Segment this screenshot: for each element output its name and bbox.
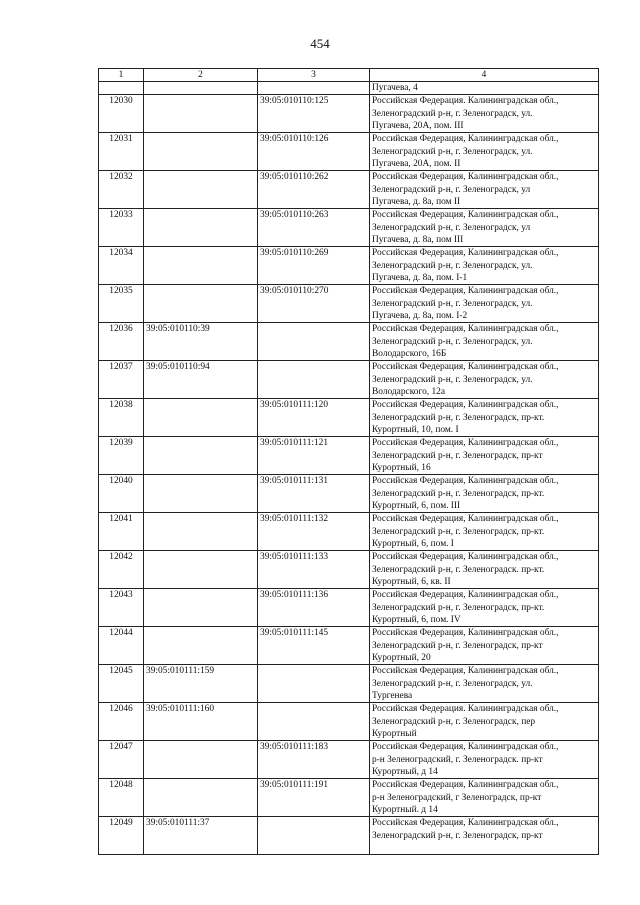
table-row (99, 665, 599, 703)
column-number-4: 4 (370, 69, 599, 82)
address-line: Зеленоградский р-н, г. Зеленоградск, пр-кт (372, 830, 543, 841)
address-line: Пугачева, д. 8а, пом III (372, 234, 464, 245)
address-cell (370, 703, 599, 741)
carryover-cell-3 (258, 82, 370, 95)
table-row (99, 361, 599, 399)
row-number: 12041 (99, 513, 144, 551)
address-cell (370, 779, 599, 817)
row-number: 12045 (99, 665, 144, 703)
address-cell (370, 665, 599, 703)
column-number-2: 2 (144, 69, 258, 82)
table-row (99, 171, 599, 209)
row-number: 12034 (99, 247, 144, 285)
address-cell (370, 171, 599, 209)
address-cell (370, 285, 599, 323)
row-number: 12035 (99, 285, 144, 323)
address-cell (370, 323, 599, 361)
table-row (99, 741, 599, 779)
column-number-3: 3 (258, 69, 370, 82)
table-row (99, 551, 599, 589)
cadastral-number-col3: 39:05:010110:126 (258, 133, 370, 171)
cadastral-number-col3 (258, 703, 370, 741)
address-line: Тургенева (372, 690, 413, 701)
cadastral-number-col2 (144, 209, 258, 247)
address-line: Российская Федерация, Калининградская обл., (372, 476, 559, 487)
address-line: Зеленоградский р-н, г. Зеленоградск, пр-кт. (372, 488, 545, 499)
address-line: Зеленоградский р-н, г. Зеленоградск, ул. (372, 146, 533, 157)
table-row (99, 133, 599, 171)
address-line: Зеленоградский р-н, г. Зеленоградск, пр-кт (372, 450, 543, 461)
cadastral-number-col2: 39:05:010110:39 (144, 323, 258, 361)
address-line: Российская Федерация, Калининградская обл., (372, 438, 559, 449)
address-line: Российская Федерация. Калининградская обл., (372, 704, 559, 715)
row-number: 12046 (99, 703, 144, 741)
address-cell (370, 95, 599, 133)
address-line: Российская Федерация, Калининградская обл., (372, 172, 559, 183)
row-number: 12036 (99, 323, 144, 361)
address-line: Зеленоградский р-н, г. Зеленоградск, пр-кт (372, 640, 543, 651)
address-line: Курортный, 10, пом. I (372, 424, 459, 435)
address-line: Пугачева, д. 8а, пом. I-1 (372, 272, 468, 283)
row-number: 12047 (99, 741, 144, 779)
table-row (99, 817, 599, 855)
address-line: Российская Федерация, Калининградская обл., (372, 552, 559, 563)
cadastral-number-col2 (144, 589, 258, 627)
row-number: 12033 (99, 209, 144, 247)
page-number: 454 (310, 36, 330, 51)
table-row (99, 513, 599, 551)
address-line: Российская Федерация, Калининградская обл., (372, 780, 559, 791)
address-line: Курортный, 16 (372, 462, 431, 473)
address-line: Зеленоградский р-н, г. Зеленоградск, ул. (372, 678, 533, 689)
cadastral-number-col3: 39:05:010111:191 (258, 779, 370, 817)
address-line: Курортный, д 14 (372, 766, 438, 777)
cadastral-number-col2 (144, 133, 258, 171)
cadastral-number-col2 (144, 551, 258, 589)
cadastral-number-col2 (144, 741, 258, 779)
address-line: Российская Федерация, Калининградская обл., (372, 286, 559, 297)
address-line: Пугачева, 4 (372, 83, 418, 93)
table-row (99, 475, 599, 513)
address-line: Зеленоградский р-н, г. Зеленоградск, ул. (372, 260, 533, 271)
cadastral-number-col2 (144, 285, 258, 323)
cadastral-number-col2: 39:05:010111:159 (144, 665, 258, 703)
property-register-table (98, 68, 599, 855)
cadastral-number-col3: 39:05:010111:183 (258, 741, 370, 779)
address-line: Пугачева, д. 8а, пом II (372, 196, 461, 207)
address-cell (370, 475, 599, 513)
address-line: Российская Федерация, Калининградская обл., (372, 742, 559, 753)
address-cell (370, 513, 599, 551)
row-number: 12044 (99, 627, 144, 665)
cadastral-number-col3: 39:05:010110:270 (258, 285, 370, 323)
cadastral-number-col2 (144, 513, 258, 551)
address-line: Российская Федерация, Калининградская обл., (372, 818, 559, 829)
address-line: Зеленоградский р-н, г. Зеленоградск. пр-кт. (372, 564, 545, 575)
cadastral-number-col3: 39:05:010111:145 (258, 627, 370, 665)
row-number: 12040 (99, 475, 144, 513)
cadastral-number-col2: 39:05:010110:94 (144, 361, 258, 399)
carryover-address (370, 82, 599, 95)
address-line: р-н Зеленоградский, г. Зеленоградск. пр-кт (372, 754, 543, 765)
cadastral-number-col3: 39:05:010110:269 (258, 247, 370, 285)
cadastral-number-col2 (144, 171, 258, 209)
address-line: Пугачева, 20А, пом. II (372, 158, 461, 169)
address-line: Российская Федерация, Калининградская обл., (372, 362, 559, 373)
table-row (99, 779, 599, 817)
address-line: Зеленоградский р-н, г. Зеленоградск, ул. (372, 336, 533, 347)
address-line: Курортный, 20 (372, 652, 431, 663)
column-number-1: 1 (99, 69, 144, 82)
row-number: 12049 (99, 817, 144, 855)
address-cell (370, 627, 599, 665)
address-line: Российская Федерация, Калининградская обл., (372, 590, 559, 601)
address-line: Российская Федерация, Калининградская обл., (372, 210, 559, 221)
cadastral-number-col2: 39:05:010111:37 (144, 817, 258, 855)
cadastral-number-col3: 39:05:010111:121 (258, 437, 370, 475)
address-line: Зеленоградский р-н, г. Зеленоградск, ул. (372, 298, 533, 309)
address-line: р-н Зеленоградский, г Зеленоградск, пр-кт (372, 792, 542, 803)
table-row (99, 247, 599, 285)
cadastral-number-col3 (258, 817, 370, 855)
row-number: 12030 (99, 95, 144, 133)
table-row (99, 703, 599, 741)
table-row (99, 437, 599, 475)
address-line: Зеленоградский р-н, г. Зеленоградск, ул. (372, 108, 533, 119)
cadastral-number-col2 (144, 437, 258, 475)
address-line: Российская Федерация, Калининградская обл., (372, 134, 559, 145)
address-line: Российская Федерация. Калининградская обл., (372, 96, 559, 107)
table-row (99, 323, 599, 361)
cadastral-number-col2: 39:05:010111:160 (144, 703, 258, 741)
address-cell (370, 741, 599, 779)
table-row (99, 589, 599, 627)
table-row (99, 285, 599, 323)
address-cell (370, 133, 599, 171)
address-cell (370, 589, 599, 627)
address-line: Володарского, 12а (372, 386, 445, 397)
table-row (99, 95, 599, 133)
row-number: 12048 (99, 779, 144, 817)
row-number: 12042 (99, 551, 144, 589)
address-cell (370, 247, 599, 285)
carryover-row (99, 82, 599, 95)
address-line: Курортный, 6, кв. II (372, 576, 451, 587)
address-line: Российская Федерация, Калининградская обл., (372, 514, 559, 525)
address-cell (370, 437, 599, 475)
table-row (99, 399, 599, 437)
cadastral-number-col3: 39:05:010111:120 (258, 399, 370, 437)
cadastral-number-col2 (144, 247, 258, 285)
cadastral-number-col3: 39:05:010111:131 (258, 475, 370, 513)
cadastral-number-col2 (144, 627, 258, 665)
cadastral-number-col3 (258, 323, 370, 361)
column-number-row (99, 69, 599, 82)
address-cell (370, 551, 599, 589)
address-line: Зеленоградский р-н, г. Зеленоградск, пр-кт. (372, 602, 545, 613)
address-cell (370, 399, 599, 437)
cadastral-number-col2 (144, 95, 258, 133)
cadastral-number-col3: 39:05:010110:125 (258, 95, 370, 133)
address-line: Зеленоградский р-н, г. Зеленоградск, ул (372, 222, 531, 233)
cadastral-number-col3: 39:05:010110:262 (258, 171, 370, 209)
address-line: Пугачева, д. 8а, пом. I-2 (372, 310, 468, 321)
table-row (99, 627, 599, 665)
address-line: Российская Федерация, Калининградская обл., (372, 324, 559, 335)
address-line: Курортный, 6, пом. III (372, 500, 461, 511)
address-line: Зеленоградский р-н, г. Зеленоградск, ул. (372, 374, 533, 385)
address-line: Зеленоградский р-н, г. Зеленоградск, пр-кт. (372, 412, 545, 423)
row-number: 12038 (99, 399, 144, 437)
cadastral-number-col3 (258, 361, 370, 399)
address-line: Курортный, 6, пом. I (372, 538, 454, 549)
carryover-cell-1 (99, 82, 144, 95)
address-line: Курортный (372, 728, 417, 739)
address-line: Российская Федерация, Калининградская обл., (372, 248, 559, 259)
address-line: Володарского, 16Б (372, 348, 447, 359)
cadastral-number-col2 (144, 475, 258, 513)
address-line: Зеленоградский р-н, г. Зеленоградск, пр-кт. (372, 526, 545, 537)
address-cell (370, 209, 599, 247)
cadastral-number-col3: 39:05:010111:136 (258, 589, 370, 627)
address-cell (370, 817, 599, 855)
cadastral-number-col2 (144, 779, 258, 817)
cadastral-number-col3 (258, 665, 370, 703)
row-number: 12043 (99, 589, 144, 627)
row-number: 12032 (99, 171, 144, 209)
row-number: 12031 (99, 133, 144, 171)
carryover-cell-2 (144, 82, 258, 95)
row-number: 12039 (99, 437, 144, 475)
address-line: Курортный. д 14 (372, 804, 438, 815)
cadastral-number-col3: 39:05:010111:133 (258, 551, 370, 589)
address-line: Российская Федерация, Калининградская обл., (372, 628, 559, 639)
row-number: 12037 (99, 361, 144, 399)
address-line: Российская Федерация, Калининградская обл., (372, 400, 559, 411)
cadastral-number-col3: 39:05:010111:132 (258, 513, 370, 551)
cadastral-number-col3: 39:05:010110:263 (258, 209, 370, 247)
address-line: Зеленоградский р-н, г. Зеленоградск, пер (372, 716, 536, 727)
address-line: Курортный, 6, пом. IV (372, 614, 461, 625)
address-cell (370, 361, 599, 399)
address-line: Российская Федерация, Калининградская обл., (372, 666, 559, 677)
table-row (99, 209, 599, 247)
address-line: Пугачева, 20А, пом. III (372, 120, 464, 131)
address-line: Зеленоградский р-н, г. Зеленоградск, ул (372, 184, 531, 195)
cadastral-number-col2 (144, 399, 258, 437)
